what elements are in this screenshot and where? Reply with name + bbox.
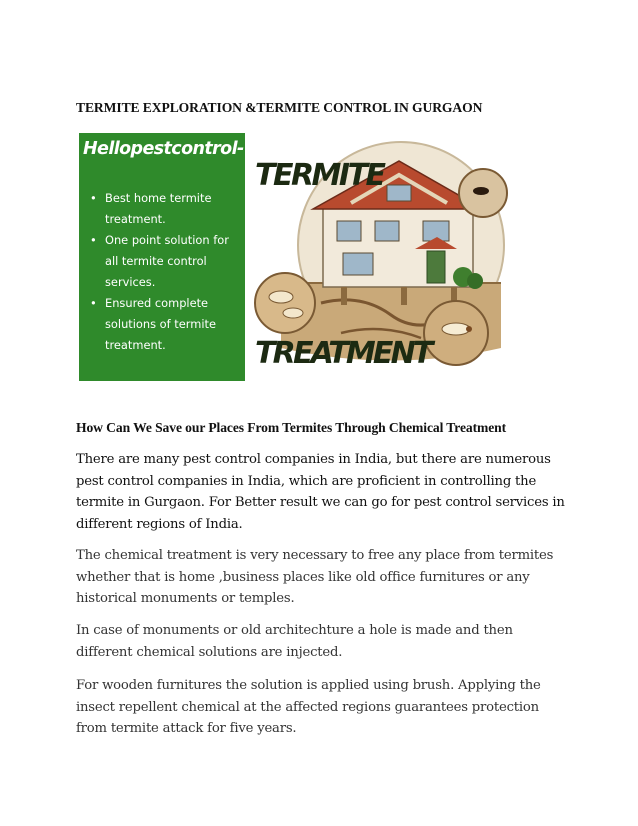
headline-bottom-text: TREATMENT [255, 336, 431, 371]
section-heading: How Can We Save our Places From Termites Through Chemical Treatment [76, 420, 507, 435]
house-termite-illustration [251, 133, 519, 381]
feature-text: One point solution for all termite control services. [105, 233, 229, 289]
feature-text: Ensured complete solutions of termite treatment. [105, 296, 216, 352]
feature-item [89, 188, 239, 230]
bullet-icon: • [90, 191, 97, 205]
feature-item [89, 293, 239, 356]
bullet-icon: • [90, 233, 97, 247]
feature-item [89, 230, 239, 293]
paragraph: The chemical treatment is very necessary to free any place from termites whether that is home ,business places like old office furnitures or any historical monuments or temples. [76, 548, 554, 606]
brand-name: Hellopestcontrol- [83, 139, 244, 159]
paragraph: There are many pest control companies in India, but there are numerous pest control companies in India, which are proficient in controlling the termite in Gurgaon. For Better result we can go for pest control services in different regions of India. [76, 452, 565, 532]
feature-list [89, 188, 239, 356]
headline-top-text: TERMITE [255, 158, 384, 193]
paragraph: In case of monuments or old architechture a hole is made and then different chemical solutions are injected. [76, 623, 513, 660]
paragraph: For wooden furnitures the solution is applied using brush. Applying the insect repellent chemical at the affected regions guarantees protection from termite attack for five years. [76, 678, 541, 736]
feature-text: Best home termite treatment. [105, 191, 212, 226]
document-title: TERMITE EXPLORATION &TERMITE CONTROL IN GURGAON [76, 100, 483, 115]
termite-treatment-banner [79, 133, 519, 381]
brand-panel [79, 133, 245, 381]
bullet-icon: • [90, 296, 97, 310]
